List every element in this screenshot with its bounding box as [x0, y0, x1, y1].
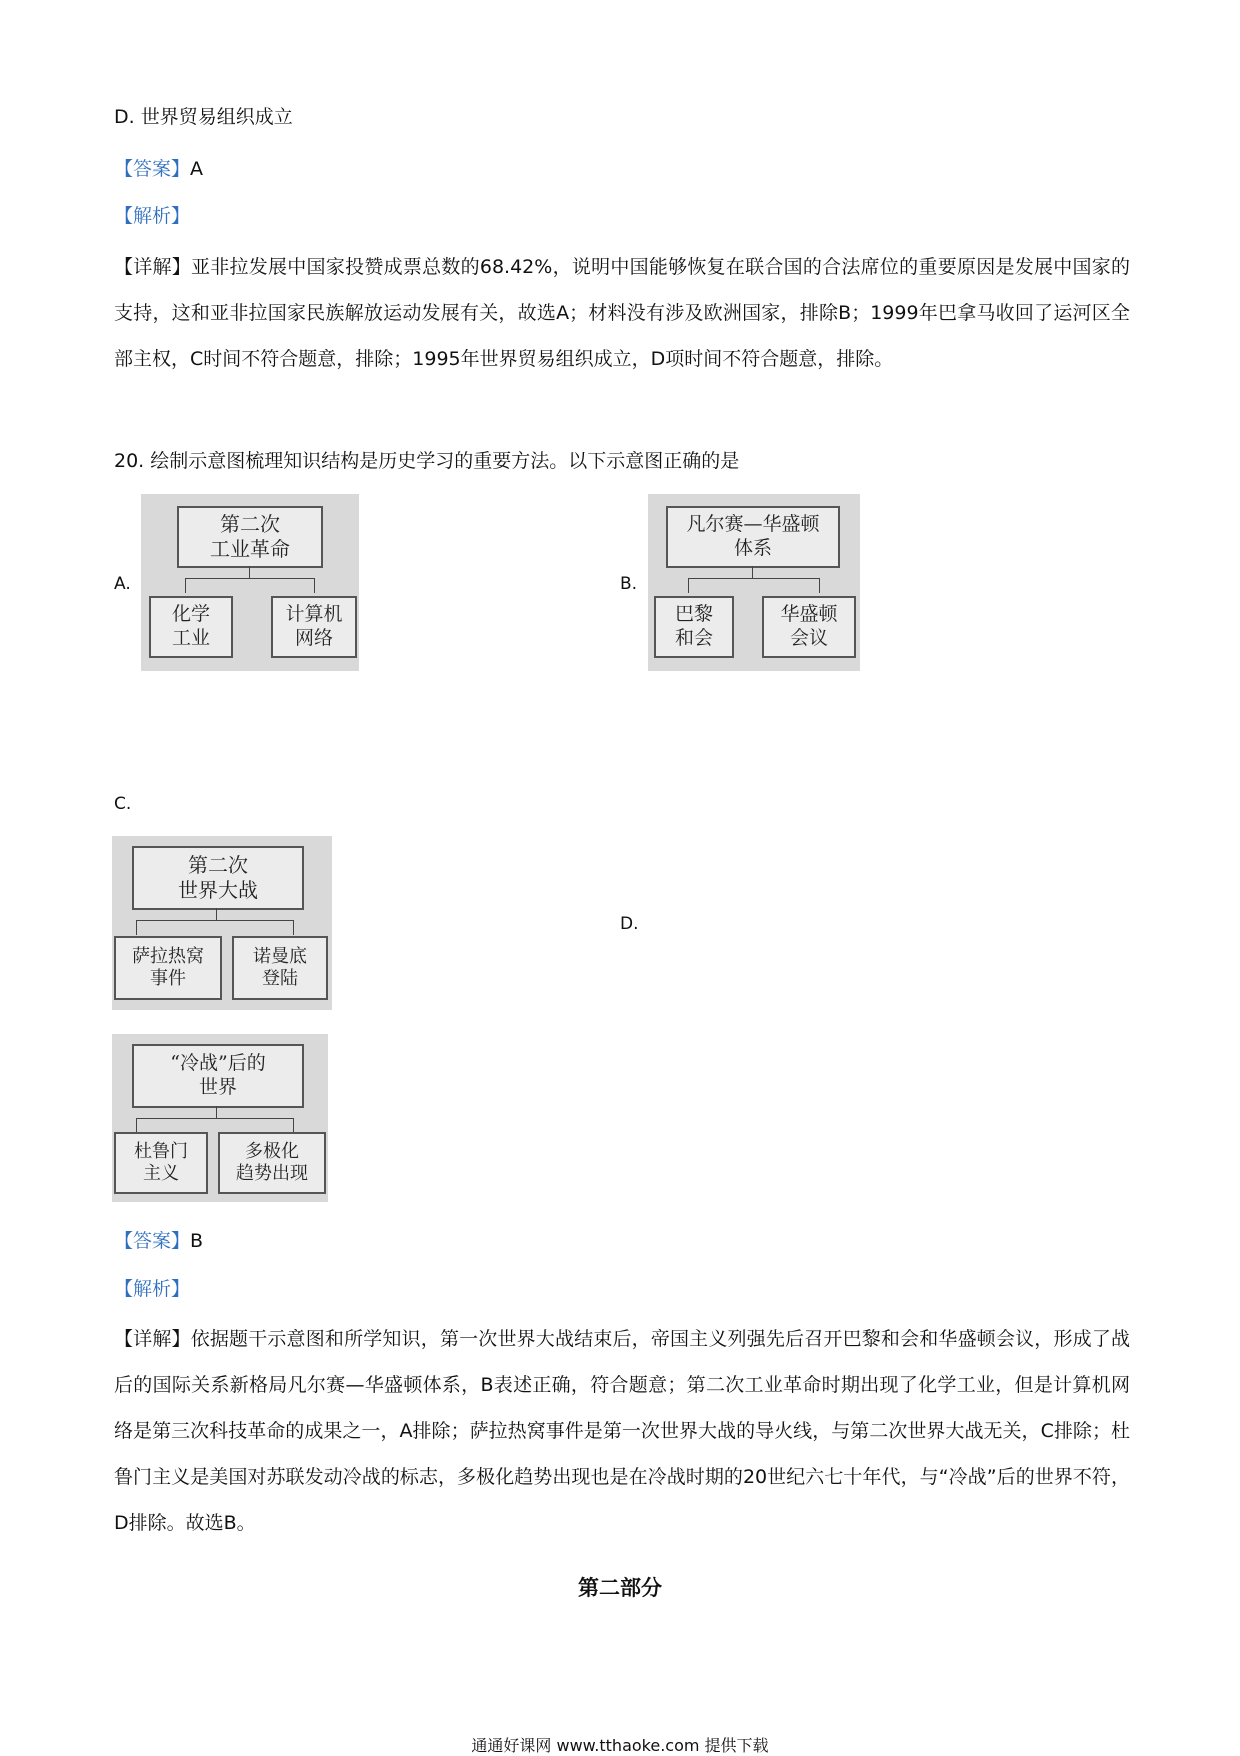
- option-d-bracket: [136, 1118, 294, 1133]
- option-a-top-box: 第二次 工业革命: [177, 506, 323, 568]
- page-footer: 通通好课网 www.tthaoke.com 提供下载: [471, 1736, 769, 1755]
- option-d-left-box: 杜鲁门 主义: [114, 1132, 208, 1194]
- answer-value: A: [190, 158, 204, 180]
- q19-answer-line: [114, 160, 203, 179]
- q20-analysis-tag: 【解析】: [114, 1278, 191, 1300]
- option-c-top-box: 第二次 世界大战: [132, 846, 304, 910]
- answer-value: B: [190, 1230, 204, 1252]
- option-b-diagram: [648, 494, 860, 671]
- option-d-stem: [216, 1106, 217, 1118]
- q19-detail: 【详解】亚非拉发展中国家投赞成票总数的68.42%，说明中国能够恢复在联合国的合法席位的重要原因是发展中国家的支持，这和亚非拉国家民族解放运动发展有关，故选A；材料没有涉及欧洲国家，排除B；1999年巴拿马收回了运河区全部主权，C时间不符合题意，排除；1995年世界贸易组织成立，D项时间不符合题意，排除。: [114, 256, 1130, 370]
- option-b-top-box: 凡尔赛—华盛顿 体系: [666, 506, 840, 568]
- option-c-right-box: 诺曼底 登陆: [232, 936, 328, 1000]
- q20-stem: 20. 绘制示意图梳理知识结构是历史学习的重要方法。以下示意图正确的是: [114, 450, 740, 472]
- option-d-diagram: [112, 1034, 328, 1202]
- option-a-label: A.: [114, 574, 131, 594]
- option-b-right-box: 华盛顿 会议: [762, 596, 856, 658]
- q19-option-d: D. 世界贸易组织成立: [114, 106, 293, 128]
- answer-tag: 【答案】: [114, 1230, 191, 1252]
- option-a-left-box: 化学 工业: [149, 596, 233, 658]
- option-c-diagram: [112, 836, 332, 1010]
- option-d-label: D.: [620, 914, 639, 934]
- option-a-diagram: [141, 494, 359, 671]
- option-a-right-box: 计算机 网络: [271, 596, 357, 658]
- section-title: 第二部分: [578, 1576, 662, 1600]
- option-b-left-box: 巴黎 和会: [654, 596, 734, 658]
- option-c-label: C.: [114, 794, 132, 814]
- option-a-stem: [249, 566, 250, 578]
- q19-analysis-tag: 【解析】: [114, 205, 191, 227]
- q20-detail: 【详解】依据题干示意图和所学知识，第一次世界大战结束后，帝国主义列强先后召开巴黎和会和华盛顿会议，形成了战后的国际关系新格局凡尔赛—华盛顿体系，B表述正确，符合题意；第二次工业革命时期出现了化学工业，但是计算机网络是第三次科技革命的成果之一，A排除；萨拉热窝事件是第一次世界大战的导火线，与第二次世界大战无关，C排除；杜鲁门主义是美国对苏联发动冷战的标志，多极化趋势出现也是在冷战时期的20世纪六七十年代，与“冷战”后的世界不符，D排除。故选B。: [114, 1328, 1130, 1534]
- option-d-top-box: “冷战”后的 世界: [132, 1044, 304, 1108]
- option-c-stem: [216, 908, 217, 920]
- option-b-stem: [752, 566, 753, 578]
- option-b-label: B.: [620, 574, 638, 594]
- option-a-bracket: [185, 578, 315, 593]
- option-b-bracket: [688, 578, 820, 593]
- option-d-right-box: 多极化 趋势出现: [218, 1132, 326, 1194]
- q20-answer-line: [114, 1232, 203, 1251]
- answer-tag: 【答案】: [114, 158, 191, 180]
- option-c-left-box: 萨拉热窝 事件: [114, 936, 222, 1000]
- option-c-bracket: [136, 920, 294, 935]
